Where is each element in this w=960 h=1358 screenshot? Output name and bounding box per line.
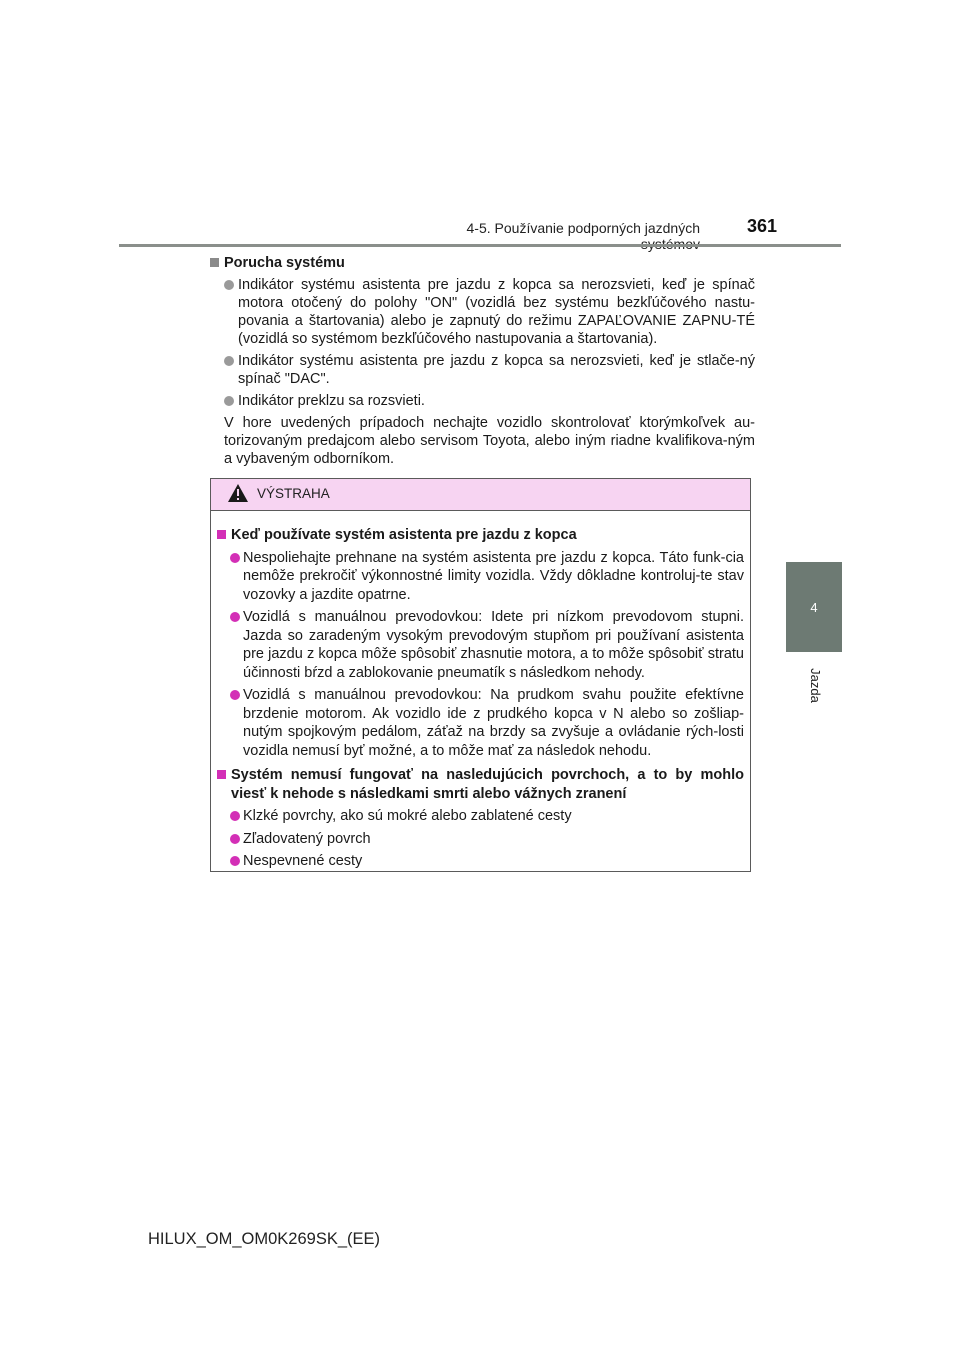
circle-bullet-icon xyxy=(230,856,240,866)
warning-body xyxy=(211,511,750,871)
page-number: 361 xyxy=(746,216,777,236)
circle-bullet-icon xyxy=(230,690,240,700)
warning-header xyxy=(211,479,750,511)
paragraph: V hore uvedených prípadoch nechajte vozidlo skontrolovať ktorýmkoľvek au-torizovaným predajcom alebo servisom Toyota, alebo iným riadne kvalifikova-ným a vybaveným odborníkom. xyxy=(224,415,755,467)
square-bullet-icon xyxy=(217,770,226,779)
circle-bullet-icon xyxy=(230,811,240,821)
circle-bullet-icon xyxy=(230,834,240,844)
square-bullet-icon xyxy=(210,258,219,267)
square-bullet-icon xyxy=(217,530,226,539)
list-item: Indikátor systému asistenta pre jazdu z kopca sa nerozsvieti, keď je spínač motora otočený do polohy "ON" (vozidlá bez systému bezkľúčového nastu-povania a štartovania) alebo je zapnutý do režimu ZAPAĽOVANIE ZAPNU-TÉ (vozidlá so systémom bezkľúčového nastupovania a štartovania). xyxy=(210,276,755,348)
circle-bullet-icon xyxy=(230,553,240,563)
warning-section-heading: Systém nemusí fungovať na nasledujúcich povrchoch, a to by mohlo viesť k nehode s následkami smrti alebo vážnych zranení xyxy=(217,766,744,803)
list-item: Nespoliehajte prehnane na systém asistenta pre jazdu z kopca. Táto funk-cia nemôže prekročiť výkonnostné limity vozidla. Vždy dôkladne kontroluj-te stav vozovky a jazdite opatrne. xyxy=(217,549,744,605)
section-title: 4-5. Používanie podporných jazdných xyxy=(466,220,700,236)
chapter-tab xyxy=(786,562,842,652)
header-divider xyxy=(119,244,841,247)
chapter-label-container xyxy=(800,650,830,720)
list-item: Vozidlá s manuálnou prevodovkou: Idete pri nízkom prevodovom stupni. Jazda so zaradeným vysokým prevodovým stupňom pri používaní asistenta pre jazdu z kopca môže spôsobiť zhasnutie motora, a to môže spôsobiť stratu účinnosti bŕzd a zablokovanie pneumatík s následkom nehody. xyxy=(217,608,744,682)
list-item: Indikátor preklzu sa rozsvieti. xyxy=(210,392,755,410)
list-item: Vozidlá s manuálnou prevodovkou: Na prudkom svahu použite efektívne brzdenie motorom. Ak vozidlo ide z prudkého kopca v N alebo so zošliap-nutým spojkovým pedálom, záťaž na brzdy sa zvyšuje a ovládanie rých-losti vozidla nemusí byť možné, a to môže mať za následok nehodu. xyxy=(217,686,744,760)
circle-bullet-icon xyxy=(224,356,234,366)
circle-bullet-icon xyxy=(224,396,234,406)
chapter-label: Jazda xyxy=(807,667,823,703)
warning-triangle-icon xyxy=(227,483,249,503)
list-item: Nespevnené cesty xyxy=(217,852,744,871)
document-code: HILUX_OM_OM0K269SK_(EE) xyxy=(148,1230,381,1248)
main-content xyxy=(210,254,755,468)
warning-title: VÝSTRAHA xyxy=(257,486,330,501)
chapter-number: 4 xyxy=(810,599,818,615)
list-item: Zľadovatený povrch xyxy=(217,830,744,849)
warning-section-heading: Keď používate systém asistenta pre jazdu z kopca xyxy=(217,526,744,545)
circle-bullet-icon xyxy=(224,280,234,290)
section-heading: Porucha systému xyxy=(210,254,755,272)
list-item: Klzké povrchy, ako sú mokré alebo zablatené cesty xyxy=(217,807,744,826)
circle-bullet-icon xyxy=(230,612,240,622)
warning-box xyxy=(210,478,751,872)
list-item: Indikátor systému asistenta pre jazdu z kopca sa nerozsvieti, keď je stlače-ný spínač "DAC". xyxy=(210,352,755,388)
